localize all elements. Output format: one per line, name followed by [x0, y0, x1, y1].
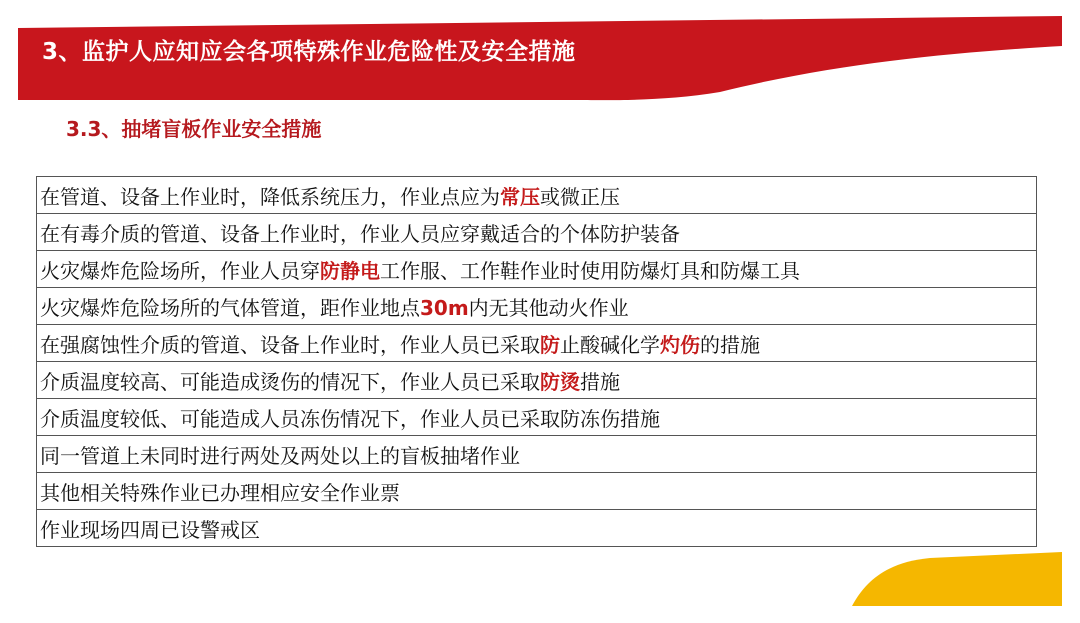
highlighted-text: 灼伤	[660, 332, 700, 357]
measure-cell	[37, 436, 1037, 473]
table-row	[37, 251, 1037, 288]
measure-text: 在管道、设备上作业时，降低系统压力，作业点应为	[40, 184, 500, 209]
highlighted-text: 防	[540, 332, 560, 357]
measure-cell	[37, 177, 1037, 214]
measure-text: 在强腐蚀性介质的管道、设备上作业时，作业人员已采取	[40, 332, 540, 357]
measure-text: 止酸碱化学	[560, 332, 660, 357]
measure-text: 的措施	[700, 332, 760, 357]
measure-text: 措施	[580, 369, 620, 394]
measure-cell	[37, 510, 1037, 547]
table-row	[37, 399, 1037, 436]
safety-measures-table	[36, 176, 1037, 547]
highlighted-text: 防烫	[540, 369, 580, 394]
table-row	[37, 214, 1037, 251]
measure-text: 火灾爆炸危险场所的气体管道，距作业地点	[40, 295, 420, 320]
measure-text: 工作服、工作鞋作业时使用防爆灯具和防爆工具	[380, 258, 800, 283]
measure-text: 火灾爆炸危险场所，作业人员穿	[40, 258, 320, 283]
measure-text: 作业现场四周已设警戒区	[40, 517, 260, 542]
measure-cell	[37, 362, 1037, 399]
measure-text: 内无其他动火作业	[468, 295, 629, 320]
measure-cell	[37, 473, 1037, 510]
table-row	[37, 325, 1037, 362]
page-title: 3、监护人应知应会各项特殊作业危险性及安全措施	[42, 39, 576, 65]
table-row	[37, 362, 1037, 399]
measure-cell	[37, 288, 1037, 325]
highlighted-text: 常压	[500, 184, 540, 209]
highlighted-text: 防静电	[320, 258, 380, 283]
table-row	[37, 473, 1037, 510]
measure-cell	[37, 399, 1037, 436]
measure-cell	[37, 251, 1037, 288]
table-row	[37, 510, 1037, 547]
measure-text: 其他相关特殊作业已办理相应安全作业票	[40, 480, 400, 505]
table-row	[37, 288, 1037, 325]
highlighted-text: 30m	[420, 295, 469, 320]
section-subtitle: 3.3、抽堵盲板作业安全措施	[66, 117, 322, 141]
measure-text: 介质温度较高、可能造成烫伤的情况下，作业人员已采取	[40, 369, 540, 394]
table-row	[37, 436, 1037, 473]
measure-cell	[37, 214, 1037, 251]
measure-text: 在有毒介质的管道、设备上作业时，作业人员应穿戴适合的个体防护装备	[40, 221, 680, 246]
measure-text: 或微正压	[540, 184, 620, 209]
measure-text: 介质温度较低、可能造成人员冻伤情况下，作业人员已采取防冻伤措施	[40, 406, 660, 431]
measure-text: 同一管道上未同时进行两处及两处以上的盲板抽堵作业	[40, 443, 520, 468]
table-row	[37, 177, 1037, 214]
measure-cell	[37, 325, 1037, 362]
